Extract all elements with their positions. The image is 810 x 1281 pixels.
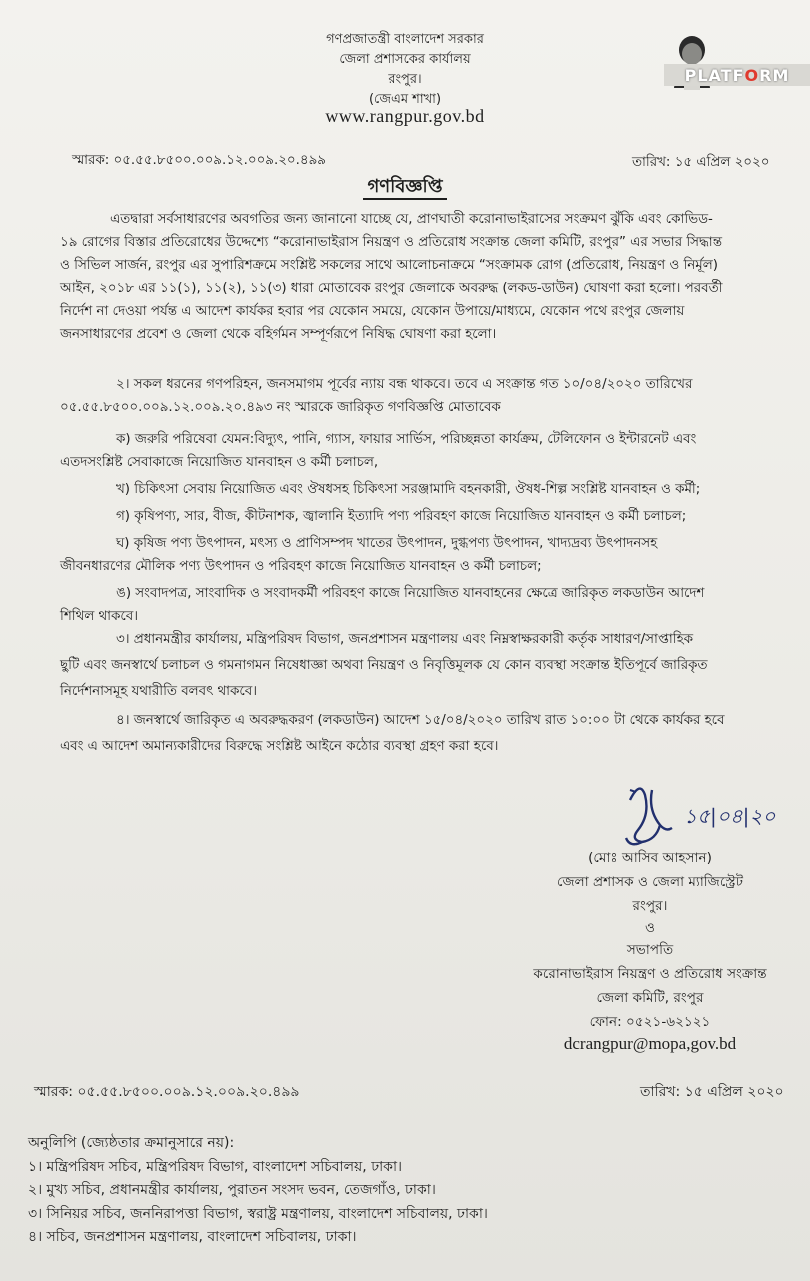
paragraph-line: ছুটি এবং জনস্বার্থে চলাচল ও গমনাগমন নিষেধাজ্ঞা অথবা নিয়ন্ত্রণ ও নিবৃত্তিমূলক যে কোন ব্যবস্থা সংক্রান্ত ইতিপূর্বে জারিকৃত: [60, 658, 708, 673]
paragraph-line: জনসাধারণের প্রবেশ ও জেলা থেকে বহির্গমন সম্পূর্ণরূপে নিষিদ্ধ ঘোষণা করা হলো।: [60, 327, 497, 342]
memo-date: তারিখ: ১৫ এপ্রিল ২০২০: [632, 155, 770, 170]
signature-date: ১৫|০৪|২০: [684, 804, 776, 828]
paragraph-line: নির্দেশনাসমূহ যথারীতি বলবৎ থাকবে।: [60, 684, 258, 699]
exemption-item-line: জীবনধারণের মৌলিক পণ্য উৎপাদন ও পরিবহণ কাজে নিয়োজিত যানবাহন ও কর্মী চলাচল;: [60, 559, 542, 574]
paragraph-2: [60, 373, 790, 419]
website-link[interactable]: www.rangpur.gov.bd: [325, 106, 485, 126]
copies-item: ৪। সচিব, জনপ্রশাসন মন্ত্রণালয়, বাংলাদেশ সচিবালয়, ঢাকা।: [28, 1229, 357, 1246]
signatory-name: (মোঃ আসিব আহসান): [588, 850, 712, 866]
signatory-title-1: জেলা প্রশাসক ও জেলা ম্যাজিস্ট্রেট: [556, 874, 744, 890]
paragraph-1: [60, 208, 790, 346]
memo-reference-2: স্মারক: ০৫.৫৫.৮৫০০.০০৯.১২.০০৯.২০.৪৯৯: [34, 1084, 300, 1100]
signatory-title-5: জেলা কমিটি, রংপুর: [596, 990, 704, 1006]
exemption-item-line: ঘ) কৃষিজ পণ্য উৎপাদন, মৎস্য ও প্রাণিসম্পদ খাতের উৎপাদন, দুগ্ধপণ্য উৎপাদন, খাদ্যদ্রব্য উৎপাদনসহ: [116, 536, 658, 551]
watermark-logo: [664, 64, 810, 86]
govt-line: গণপ্রজাতন্ত্রী বাংলাদেশ সরকার: [326, 32, 484, 47]
signatory-and: ও: [644, 920, 655, 936]
paragraph-line: আইন, ২০১৮ এর ১১(১), ১১(২), ১১(৩) ধারা মোতাবেক রংপুর জেলাকে অবরুদ্ধ (লকড-ডাউন) ঘোষণা করা হলো। পরবর্তী: [60, 281, 723, 296]
exemption-item-line: শিথিল থাকবে।: [60, 609, 139, 624]
exemption-list: [60, 428, 790, 628]
paragraph-line: ৪। জনস্বার্থে জারিকৃত এ অবরুদ্ধকরণ (লকডাউন) আদেশ ১৫/০৪/২০২০ তারিখ রাত ১০:০০ টা থেকে কার্যকর হবে: [116, 713, 725, 728]
signatory-title-4: করোনাভাইরাস নিয়ন্ত্রণ ও প্রতিরোধ সংক্রান্ত: [533, 966, 767, 982]
watermark-brand-o: O: [744, 65, 760, 85]
paragraph-line: এতদ্বারা সর্বসাধারণের অবগতির জন্য জানানো যাচ্ছে যে, প্রাণঘাতী করোনাভাইরাসের সংক্রমণ ঝুঁকি এবং কোভিড-: [110, 212, 713, 227]
signatory-title-3: সভাপতি: [626, 942, 674, 958]
copies-heading: অনুলিপি (জ্যেষ্ঠতার ক্রমানুসারে নয়):: [28, 1135, 235, 1151]
paragraph-line: ২। সকল ধরনের গণপরিহন, জনসমাগম পূর্বের ন্যায় বন্ধ থাকবে। তবে এ সংক্রান্ত গত ১০/০৪/২০২০ তারিখের: [116, 377, 693, 392]
watermark-brand-prefix: PLATF: [684, 65, 745, 85]
memo-reference: স্মারক: ০৫.৫৫.৮৫০০.০০৯.১২.০০৯.২০.৪৯৯: [72, 153, 326, 168]
paragraph-3: [60, 628, 790, 703]
notice-title-text: গণবিজ্ঞপ্তি: [363, 176, 446, 200]
memo-date-2: তারিখ: ১৫ এপ্রিল ২০২০: [640, 1084, 784, 1100]
office-line: জেলা প্রশাসকের কার্যালয়: [339, 52, 471, 67]
paragraph-line: নির্দেশ না দেওয়া পর্যন্ত এ আদেশ কার্যকর হবার পর যেকোন সময়ে, যেকোন উপায়ে/মাধ্যমে, যেকোন পথে রংপুর জেলায়: [60, 304, 685, 319]
paragraph-line: এবং এ আদেশ অমান্যকারীদের বিরুদ্ধে সংশ্লিষ্ট আইনে কঠোর ব্যবস্থা গ্রহণ করা হবে।: [60, 739, 499, 754]
branch-line: (জেএম শাখা): [368, 92, 442, 107]
watermark-brand-suffix: RM: [759, 65, 790, 85]
exemption-item-line: খ) চিকিৎসা সেবায় নিয়োজিত এবং ঔষধসহ চিকিৎসা সরঞ্জামাদি বহনকারী, ঔষধ-শিল্প সংশ্লিষ্ট যানবাহন ও কর্মী;: [116, 482, 701, 497]
exemption-item-line: ক) জরুরি পরিষেবা যেমন:বিদ্যুৎ, পানি, গ্যাস, ফায়ার সার্ভিস, পরিচ্ছন্নতা কার্যক্রম, টেলিফোন ও ইন্টারনেট এবং: [116, 432, 697, 447]
exemption-item-line: এতদসংশ্লিষ্ট সেবাকাজে নিয়োজিত যানবাহন ও কর্মী চলাচল,: [60, 455, 379, 470]
exemption-item-line: গ) কৃষিপণ্য, সার, বীজ, কীটনাশক, জ্বালানি ইত্যাদি পণ্য পরিবহণ কাজে নিয়োজিত যানবাহন ও কর্মী চলাচল;: [116, 509, 687, 524]
copies-list: [28, 1132, 488, 1250]
signatory-title-2: রংপুর।: [632, 898, 668, 914]
paragraph-line: ০৫.৫৫.৮৫০০.০০৯.১২.০০৯.২০.৪৯৩ নং স্মারকে জারিকৃত গণবিজ্ঞপ্তি মোতাবেক: [60, 400, 501, 415]
copies-item: ২। মুখ্য সচিব, প্রধানমন্ত্রীর কার্যালয়, পুরাতন সংসদ ভবন, তেজগাঁও, ঢাকা।: [28, 1182, 436, 1199]
paragraph-line: ১৯ রোগের বিস্তার প্রতিরোধের উদ্দেশ্যে “করোনাভাইরাস নিয়ন্ত্রণ ও প্রতিরোধ সংক্রান্ত জেলা কমিটি, রংপুর” এর সভার সিদ্ধান্ত: [60, 235, 722, 250]
paragraph-line: ও সিভিল সার্জন, রংপুর এর সুপারিশক্রমে সংশ্লিষ্ট সকলের সাথে আলোচনাক্রমে “সংক্রামক রোগ (প্রতিরোধ, নিয়ন্ত্রণ ও নির্মূল): [60, 258, 718, 273]
signatory-email[interactable]: dcrangpur@mopa,gov.bd: [563, 1034, 737, 1053]
exemption-item-line: ঙ) সংবাদপত্র, সাংবাদিক ও সংবাদকর্মী পরিবহণ কাজে নিয়োজিত যানবাহনের ক্ষেত্রে জারিকৃত লকডাউন আদেশ: [116, 586, 705, 601]
notice-title: [0, 172, 810, 203]
paragraph-line: ৩। প্রধানমন্ত্রীর কার্যালয়, মন্ত্রিপরিষদ বিভাগ, জনপ্রশাসন মন্ত্রণালয় এবং নিম্নস্বাক্ষরকারী কর্তৃক সাধারণ/সাপ্তাহিক: [116, 632, 694, 647]
signatory-phone: ফোন: ০৫২১-৬২১২১: [589, 1014, 711, 1030]
copies-item: ৩। সিনিয়র সচিব, জননিরাপত্তা বিভাগ, স্বরাষ্ট্র মন্ত্রণালয়, বাংলাদেশ সচিবালয়, ঢাকা।: [28, 1205, 488, 1222]
paragraph-4: [60, 709, 790, 758]
city-line: রংপুর।: [388, 72, 422, 87]
copies-item: ১। মন্ত্রিপরিষদ সচিব, মন্ত্রিপরিষদ বিভাগ, বাংলাদেশ সচিবালয়, ঢাকা।: [28, 1158, 403, 1175]
